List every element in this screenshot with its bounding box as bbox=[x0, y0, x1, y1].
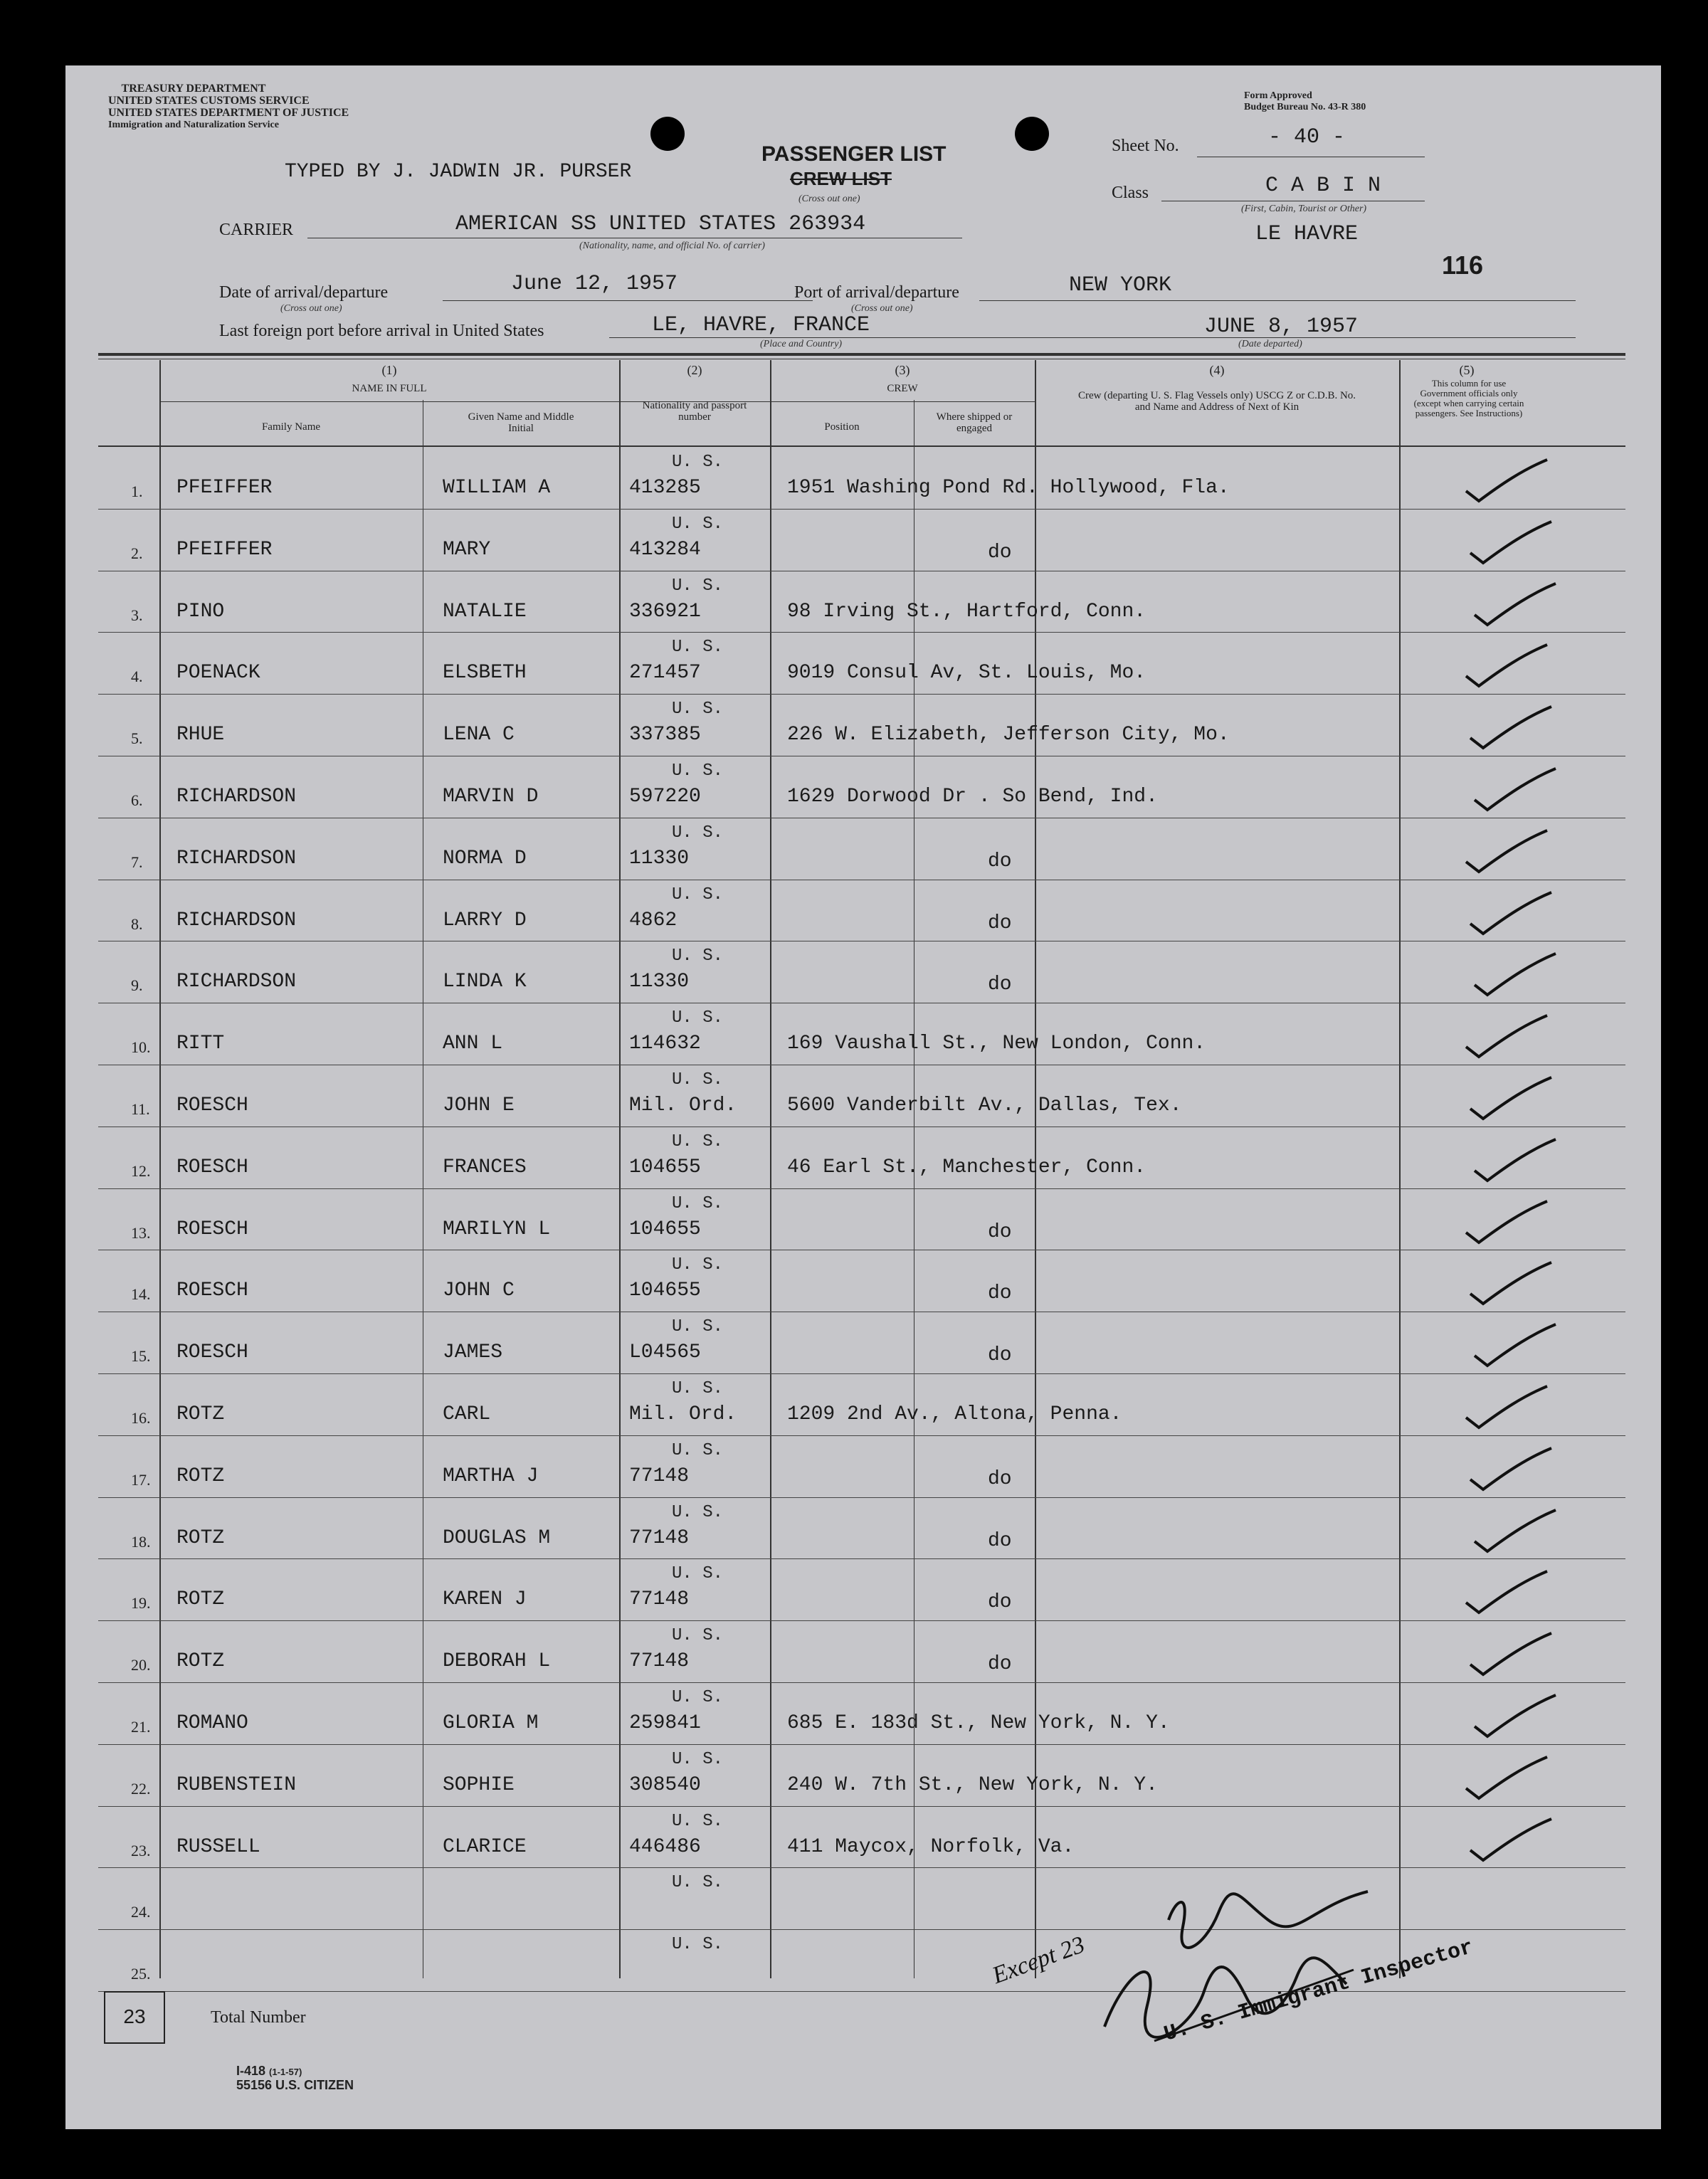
passport-number: 259841 bbox=[629, 1712, 701, 1734]
family-name: ROTZ bbox=[176, 1650, 225, 1672]
col5-number: (5) bbox=[1459, 363, 1475, 377]
passport-number: Mil. Ord. bbox=[629, 1094, 737, 1117]
given-name: MARTHA J bbox=[443, 1465, 539, 1487]
check-mark bbox=[1459, 1567, 1551, 1617]
check-mark bbox=[1459, 455, 1551, 505]
address: 226 W. Elizabeth, Jefferson City, Mo. bbox=[787, 724, 1230, 746]
given-name: LINDA K bbox=[443, 971, 527, 993]
row-number: 5. bbox=[131, 729, 143, 747]
check-mark bbox=[1463, 517, 1556, 567]
nationality: U. S. bbox=[672, 1255, 724, 1275]
address: 1629 Dorwood Dr . So Bend, Ind. bbox=[787, 786, 1158, 808]
position-heading: Position bbox=[824, 421, 860, 433]
form-id-text: I-418 bbox=[236, 2064, 266, 2078]
check-mark bbox=[1463, 1444, 1556, 1494]
given-name: LARRY D bbox=[443, 909, 527, 932]
given-name-heading-text: Given Name and Middle Initial bbox=[468, 411, 574, 434]
nationality: U. S. bbox=[672, 1132, 724, 1151]
passport-number: 104655 bbox=[629, 1156, 701, 1178]
col-divider-crew bbox=[770, 360, 771, 1978]
carrier-hint: (Nationality, name, and official No. of carrier) bbox=[579, 241, 765, 251]
passport-number: 308540 bbox=[629, 1774, 701, 1796]
class-hint: (First, Cabin, Tourist or Other) bbox=[1241, 204, 1367, 214]
shipped-heading bbox=[922, 411, 1026, 434]
family-name: PFEIFFER bbox=[176, 539, 273, 561]
given-name: JOHN E bbox=[443, 1094, 515, 1117]
family-name: RHUE bbox=[176, 724, 225, 746]
address: do bbox=[988, 850, 1012, 872]
row-number: 10. bbox=[131, 1038, 151, 1056]
handwritten-note: Except 23 bbox=[989, 1931, 1089, 1990]
passport-number: 114632 bbox=[629, 1033, 701, 1055]
address: do bbox=[988, 1468, 1012, 1490]
passport-number: L04565 bbox=[629, 1341, 701, 1363]
row-rule bbox=[98, 1373, 1625, 1374]
address: do bbox=[988, 542, 1012, 564]
given-name: DOUGLAS M bbox=[443, 1527, 551, 1549]
row-number: 12. bbox=[131, 1162, 151, 1180]
total-value: 23 bbox=[123, 2005, 146, 2027]
nationality: U. S. bbox=[672, 1008, 724, 1028]
cross-out-one: (Cross out one) bbox=[798, 194, 860, 204]
check-mark bbox=[1463, 1073, 1556, 1123]
row-rule bbox=[98, 632, 1625, 633]
given-name: WILLIAM A bbox=[443, 477, 551, 499]
check-mark bbox=[1467, 1691, 1560, 1741]
agency-line: UNITED STATES CUSTOMS SERVICE bbox=[108, 95, 310, 107]
address: do bbox=[988, 1653, 1012, 1675]
passport-number: 11330 bbox=[629, 971, 690, 993]
row-number: 1. bbox=[131, 482, 143, 500]
row-rule bbox=[98, 1188, 1625, 1189]
row-rule bbox=[98, 1497, 1625, 1498]
family-name: ROTZ bbox=[176, 1403, 225, 1425]
punch-hole-left bbox=[650, 117, 685, 151]
port-underline bbox=[979, 300, 1576, 301]
last-port-label: Last foreign port before arrival in United States bbox=[219, 322, 544, 340]
nationality: U. S. bbox=[672, 1441, 724, 1460]
check-mark bbox=[1459, 1753, 1551, 1803]
given-name: DEBORAH L bbox=[443, 1650, 551, 1672]
row-rule bbox=[98, 1558, 1625, 1559]
passport-number: 271457 bbox=[629, 662, 701, 684]
family-name: ROESCH bbox=[176, 1218, 248, 1240]
nationality: U. S. bbox=[672, 576, 724, 596]
family-name: RICHARDSON bbox=[176, 909, 297, 932]
given-name-heading bbox=[464, 411, 578, 434]
given-name: NATALIE bbox=[443, 601, 527, 623]
check-mark bbox=[1459, 1197, 1551, 1247]
col4-number: (4) bbox=[1209, 363, 1225, 377]
row-rule bbox=[98, 1620, 1625, 1621]
header-bottom-rule bbox=[98, 445, 1625, 447]
row-number: 3. bbox=[131, 606, 143, 624]
last-port-value: LE, HAVRE, FRANCE bbox=[652, 313, 870, 337]
address: do bbox=[988, 1344, 1012, 1366]
form-approved: Form Approved bbox=[1244, 90, 1312, 101]
list-title-crossed: CREW LIST bbox=[790, 168, 892, 189]
row-number: 20. bbox=[131, 1656, 151, 1674]
form-id bbox=[236, 2065, 302, 2078]
col1-title: NAME IN FULL bbox=[352, 383, 427, 394]
officials-heading-text: This column for use Government officials only (except when carrying certain passengers. See Instructions) bbox=[1413, 378, 1524, 418]
date-underline bbox=[443, 300, 813, 301]
port-label: Port of arrival/departure bbox=[794, 283, 959, 302]
row-number: 14. bbox=[131, 1285, 151, 1303]
family-name: ROESCH bbox=[176, 1156, 248, 1178]
check-mark bbox=[1463, 1258, 1556, 1308]
address: 46 Earl St., Manchester, Conn. bbox=[787, 1156, 1146, 1178]
passport-number: 446486 bbox=[629, 1836, 701, 1858]
given-name: MARVIN D bbox=[443, 786, 539, 808]
form-date: (1-1-57) bbox=[269, 2067, 302, 2077]
family-name-heading: Family Name bbox=[261, 421, 321, 433]
nationality: U. S. bbox=[672, 946, 724, 966]
address: 98 Irving St., Hartford, Conn. bbox=[787, 601, 1146, 623]
given-name: CLARICE bbox=[443, 1836, 527, 1858]
kin-heading bbox=[1076, 390, 1358, 413]
passport-number: 413285 bbox=[629, 477, 701, 499]
row-number: 23. bbox=[131, 1842, 151, 1859]
col-divider-nationality bbox=[619, 360, 621, 1978]
row-number: 13. bbox=[131, 1224, 151, 1242]
address: do bbox=[988, 1282, 1012, 1304]
family-name: RICHARDSON bbox=[176, 971, 297, 993]
nationality: U. S. bbox=[672, 1626, 724, 1645]
address: do bbox=[988, 912, 1012, 934]
agency-block bbox=[108, 83, 349, 131]
check-mark bbox=[1459, 1011, 1551, 1061]
agency-line: TREASURY DEPARTMENT bbox=[121, 83, 266, 95]
family-name: RITT bbox=[176, 1033, 225, 1055]
row-number: 19. bbox=[131, 1594, 151, 1612]
row-number: 24. bbox=[131, 1903, 151, 1921]
nationality: U. S. bbox=[672, 823, 724, 843]
last-port-underline bbox=[609, 337, 1122, 338]
nationality: U. S. bbox=[672, 1379, 724, 1398]
nationality: U. S. bbox=[672, 1317, 724, 1336]
check-mark bbox=[1467, 1135, 1560, 1185]
row-number: 25. bbox=[131, 1965, 151, 1983]
given-name: NORMA D bbox=[443, 848, 527, 870]
family-name: RUBENSTEIN bbox=[176, 1774, 297, 1796]
nationality: U. S. bbox=[672, 638, 724, 657]
nationality-heading-text: Nationality and passport number bbox=[642, 400, 747, 423]
date-label: Date of arrival/departure bbox=[219, 283, 389, 302]
address: 1951 Washing Pond Rd. Hollywood, Fla. bbox=[787, 477, 1230, 499]
passport-number: 413284 bbox=[629, 539, 701, 561]
nationality: U. S. bbox=[672, 1194, 724, 1213]
row-number: 9. bbox=[131, 976, 143, 994]
check-mark bbox=[1459, 640, 1551, 690]
carrier-label: CARRIER bbox=[219, 221, 294, 239]
row-number: 15. bbox=[131, 1347, 151, 1365]
family-name: ROTZ bbox=[176, 1465, 225, 1487]
check-mark bbox=[1463, 1629, 1556, 1679]
port-hint: (Cross out one) bbox=[851, 303, 913, 314]
class-label: Class bbox=[1112, 184, 1149, 202]
date-departed-hint: (Date departed) bbox=[1238, 339, 1302, 349]
given-name: FRANCES bbox=[443, 1156, 527, 1178]
nationality: U. S. bbox=[672, 1070, 724, 1090]
given-name: MARY bbox=[443, 539, 491, 561]
table-left-border bbox=[159, 360, 161, 1978]
family-name: ROMANO bbox=[176, 1712, 248, 1734]
address: 169 Vaushall St., New London, Conn. bbox=[787, 1033, 1206, 1055]
given-name: SOPHIE bbox=[443, 1774, 515, 1796]
family-name: ROESCH bbox=[176, 1341, 248, 1363]
address: 411 Maycox, Norfolk, Va. bbox=[787, 1836, 1075, 1858]
given-name: GLORIA M bbox=[443, 1712, 539, 1734]
crew-heading: CREW bbox=[887, 383, 918, 394]
given-name: LENA C bbox=[443, 724, 515, 746]
subheader-rule-crew bbox=[770, 401, 1035, 402]
family-name: PFEIFFER bbox=[176, 477, 273, 499]
nationality: U. S. bbox=[672, 1935, 724, 1954]
agency-line: UNITED STATES DEPARTMENT OF JUSTICE bbox=[108, 107, 349, 119]
punch-hole-right bbox=[1015, 117, 1049, 151]
nationality: U. S. bbox=[672, 1564, 724, 1583]
family-name: ROTZ bbox=[176, 1527, 225, 1549]
document-page bbox=[65, 65, 1661, 2129]
given-name: JAMES bbox=[443, 1341, 503, 1363]
total-label: Total Number bbox=[211, 2008, 306, 2027]
nationality: U. S. bbox=[672, 1688, 724, 1707]
address: 685 E. 183d St., New York, N. Y. bbox=[787, 1712, 1170, 1734]
family-name: ROESCH bbox=[176, 1280, 248, 1302]
family-name: ROESCH bbox=[176, 1094, 248, 1117]
page-number: 116 bbox=[1442, 250, 1484, 280]
shipped-heading-text: Where shipped or engaged bbox=[936, 411, 1013, 434]
nationality: U. S. bbox=[672, 1873, 724, 1892]
row-number: 8. bbox=[131, 915, 143, 933]
date-hint: (Cross out one) bbox=[280, 303, 342, 314]
nationality: U. S. bbox=[672, 453, 724, 472]
typed-by: TYPED BY J. JADWIN JR. PURSER bbox=[285, 161, 632, 183]
budget-bureau: Budget Bureau No. 43-R 380 bbox=[1244, 102, 1366, 112]
given-name: MARILYN L bbox=[443, 1218, 551, 1240]
last-port-hint: (Place and Country) bbox=[760, 339, 843, 349]
check-mark bbox=[1463, 888, 1556, 938]
family-name: PINO bbox=[176, 601, 225, 623]
passport-number: Mil. Ord. bbox=[629, 1403, 737, 1425]
check-mark bbox=[1467, 949, 1560, 999]
nationality: U. S. bbox=[672, 885, 724, 904]
agency-line: Immigration and Naturalization Service bbox=[108, 120, 279, 130]
row-number: 21. bbox=[131, 1718, 151, 1736]
address: 5600 Vanderbilt Av., Dallas, Tex. bbox=[787, 1094, 1182, 1117]
passport-number: 77148 bbox=[629, 1527, 690, 1549]
given-name: JOHN C bbox=[443, 1280, 515, 1302]
kin-heading-text: Crew (departing U. S. Flag Vessels only) USCG Z or C.D.B. No. and Name and Address of Next of Kin bbox=[1077, 390, 1356, 413]
row-number: 22. bbox=[131, 1780, 151, 1798]
check-mark bbox=[1467, 1320, 1560, 1370]
list-title: PASSENGER LIST bbox=[761, 142, 947, 166]
address: 9019 Consul Av, St. Louis, Mo. bbox=[787, 662, 1146, 684]
row-number: 6. bbox=[131, 791, 143, 809]
address: 1209 2nd Av., Altona, Penna. bbox=[787, 1403, 1122, 1425]
nationality-heading bbox=[635, 400, 754, 423]
col2-number: (2) bbox=[687, 363, 702, 377]
table-top-rule bbox=[98, 353, 1625, 356]
sheet-value: - 40 - bbox=[1268, 125, 1346, 149]
family-name: RUSSELL bbox=[176, 1836, 260, 1858]
check-mark bbox=[1467, 1506, 1560, 1556]
class-value: C A B I N bbox=[1265, 174, 1381, 198]
sheet-label: Sheet No. bbox=[1112, 137, 1179, 155]
passport-number: 336921 bbox=[629, 601, 701, 623]
date-value: June 12, 1957 bbox=[511, 272, 678, 296]
nationality: U. S. bbox=[672, 1750, 724, 1769]
passport-number: 104655 bbox=[629, 1218, 701, 1240]
passport-number: 4862 bbox=[629, 909, 678, 932]
check-mark bbox=[1463, 702, 1556, 752]
port-value: NEW YORK bbox=[1069, 273, 1172, 297]
nationality: U. S. bbox=[672, 761, 724, 781]
row-rule bbox=[98, 1806, 1625, 1807]
row-number: 4. bbox=[131, 668, 143, 685]
passport-number: 77148 bbox=[629, 1650, 690, 1672]
row-number: 11. bbox=[131, 1100, 150, 1118]
check-mark bbox=[1467, 579, 1560, 629]
given-name: KAREN J bbox=[443, 1588, 527, 1610]
passport-number: 77148 bbox=[629, 1588, 690, 1610]
given-name: ANN L bbox=[443, 1033, 503, 1055]
given-name: CARL bbox=[443, 1403, 491, 1425]
row-number: 7. bbox=[131, 853, 143, 871]
col-divider-officials bbox=[1399, 360, 1401, 1978]
row-number: 17. bbox=[131, 1471, 151, 1489]
family-name: RICHARDSON bbox=[176, 848, 297, 870]
row-number: 2. bbox=[131, 544, 143, 562]
check-mark bbox=[1467, 764, 1560, 814]
nationality: U. S. bbox=[672, 1812, 724, 1831]
nationality: U. S. bbox=[672, 700, 724, 719]
passport-number: 597220 bbox=[629, 786, 701, 808]
nationality: U. S. bbox=[672, 515, 724, 534]
form-code: 55156 U.S. CITIZEN bbox=[236, 2078, 354, 2092]
row-rule bbox=[98, 1682, 1625, 1683]
date-departed-value: JUNE 8, 1957 bbox=[1204, 315, 1359, 339]
family-name: RICHARDSON bbox=[176, 786, 297, 808]
passport-number: 337385 bbox=[629, 724, 701, 746]
check-mark bbox=[1463, 1815, 1556, 1864]
inspector-stamp: U. S. Immigrant Inspector bbox=[1161, 1935, 1477, 2047]
check-mark bbox=[1459, 1382, 1551, 1432]
row-rule bbox=[98, 1435, 1625, 1436]
officials-heading bbox=[1409, 379, 1529, 418]
nationality: U. S. bbox=[672, 1503, 724, 1522]
given-name: ELSBETH bbox=[443, 662, 527, 684]
row-number: 16. bbox=[131, 1409, 151, 1427]
row-number: 18. bbox=[131, 1533, 151, 1551]
address: do bbox=[988, 1530, 1012, 1552]
carrier-value: AMERICAN SS UNITED STATES 263934 bbox=[455, 212, 866, 236]
address: do bbox=[988, 1591, 1012, 1613]
passport-number: 77148 bbox=[629, 1465, 690, 1487]
row-rule bbox=[98, 1744, 1625, 1745]
address: 240 W. 7th St., New York, N. Y. bbox=[787, 1774, 1158, 1796]
row-rule bbox=[98, 509, 1625, 510]
passport-number: 11330 bbox=[629, 848, 690, 870]
col3-number: (3) bbox=[895, 363, 910, 377]
row-rule bbox=[98, 694, 1625, 695]
address: do bbox=[988, 974, 1012, 996]
family-name: POENACK bbox=[176, 662, 260, 684]
address: do bbox=[988, 1221, 1012, 1243]
check-mark bbox=[1459, 826, 1551, 876]
passport-number: 104655 bbox=[629, 1280, 701, 1302]
col1-number: (1) bbox=[381, 363, 397, 377]
port-line: LE HAVRE bbox=[1255, 222, 1359, 246]
family-name: ROTZ bbox=[176, 1588, 225, 1610]
